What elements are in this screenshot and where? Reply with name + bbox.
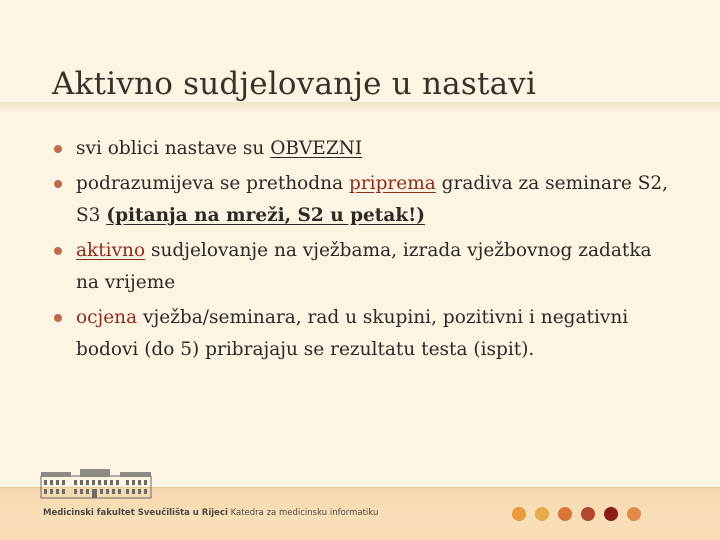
bullet-text-run: sudjelovanje na vježbama, izrada vježbovnog zadatka na vrijeme xyxy=(76,240,652,293)
footer-dot-icon xyxy=(581,507,595,521)
bullet-dot-icon xyxy=(54,314,62,322)
bullet-text-run: svi oblici nastave su xyxy=(76,138,271,159)
footer-department: Katedra za medicinsku informatiku xyxy=(227,508,379,518)
bullet-dot-icon xyxy=(54,247,62,255)
footer-dot-icon xyxy=(512,507,526,521)
bullet-text-run: aktivno xyxy=(76,240,146,261)
slide-title: Aktivno sudjelovanje u nastavi xyxy=(52,66,537,102)
bullet-dot-icon xyxy=(54,180,62,188)
footer-dot-icon xyxy=(604,507,618,521)
slide-content xyxy=(52,133,672,369)
footer-dot-icon xyxy=(535,507,549,521)
footer-dot-icon xyxy=(558,507,572,521)
footer-caption xyxy=(43,508,378,518)
bullet-item xyxy=(52,235,672,299)
faculty-building-logo-icon xyxy=(40,468,152,500)
bullet-item xyxy=(52,133,672,165)
bullet-list xyxy=(52,133,672,366)
bullet-text-run: vježba/seminara, rad u skupini, pozitivni i negativni bodovi (do 5) pribrajaju se rezultatu testa (ispit). xyxy=(76,307,629,360)
footer-dots xyxy=(512,507,682,523)
bullet-text-run: OBVEZNI xyxy=(270,138,363,159)
bullet-item xyxy=(52,302,672,366)
footer-dot-icon xyxy=(627,507,641,521)
bullet-text-run: ocjena xyxy=(76,307,138,328)
bullet-text-run: (pitanja na mreži, S2 u petak!) xyxy=(106,205,426,226)
footer-institution: Medicinski fakultet Sveučilišta u Rijeci xyxy=(43,508,228,518)
bullet-text-run: podrazumijeva se prethodna xyxy=(76,173,349,194)
bullet-dot-icon xyxy=(54,145,62,153)
bullet-text-run: gradiva za seminare S2, S3 xyxy=(76,173,669,226)
bullet-text-run: priprema xyxy=(348,173,436,194)
bullet-item xyxy=(52,168,672,232)
title-divider xyxy=(0,102,720,112)
